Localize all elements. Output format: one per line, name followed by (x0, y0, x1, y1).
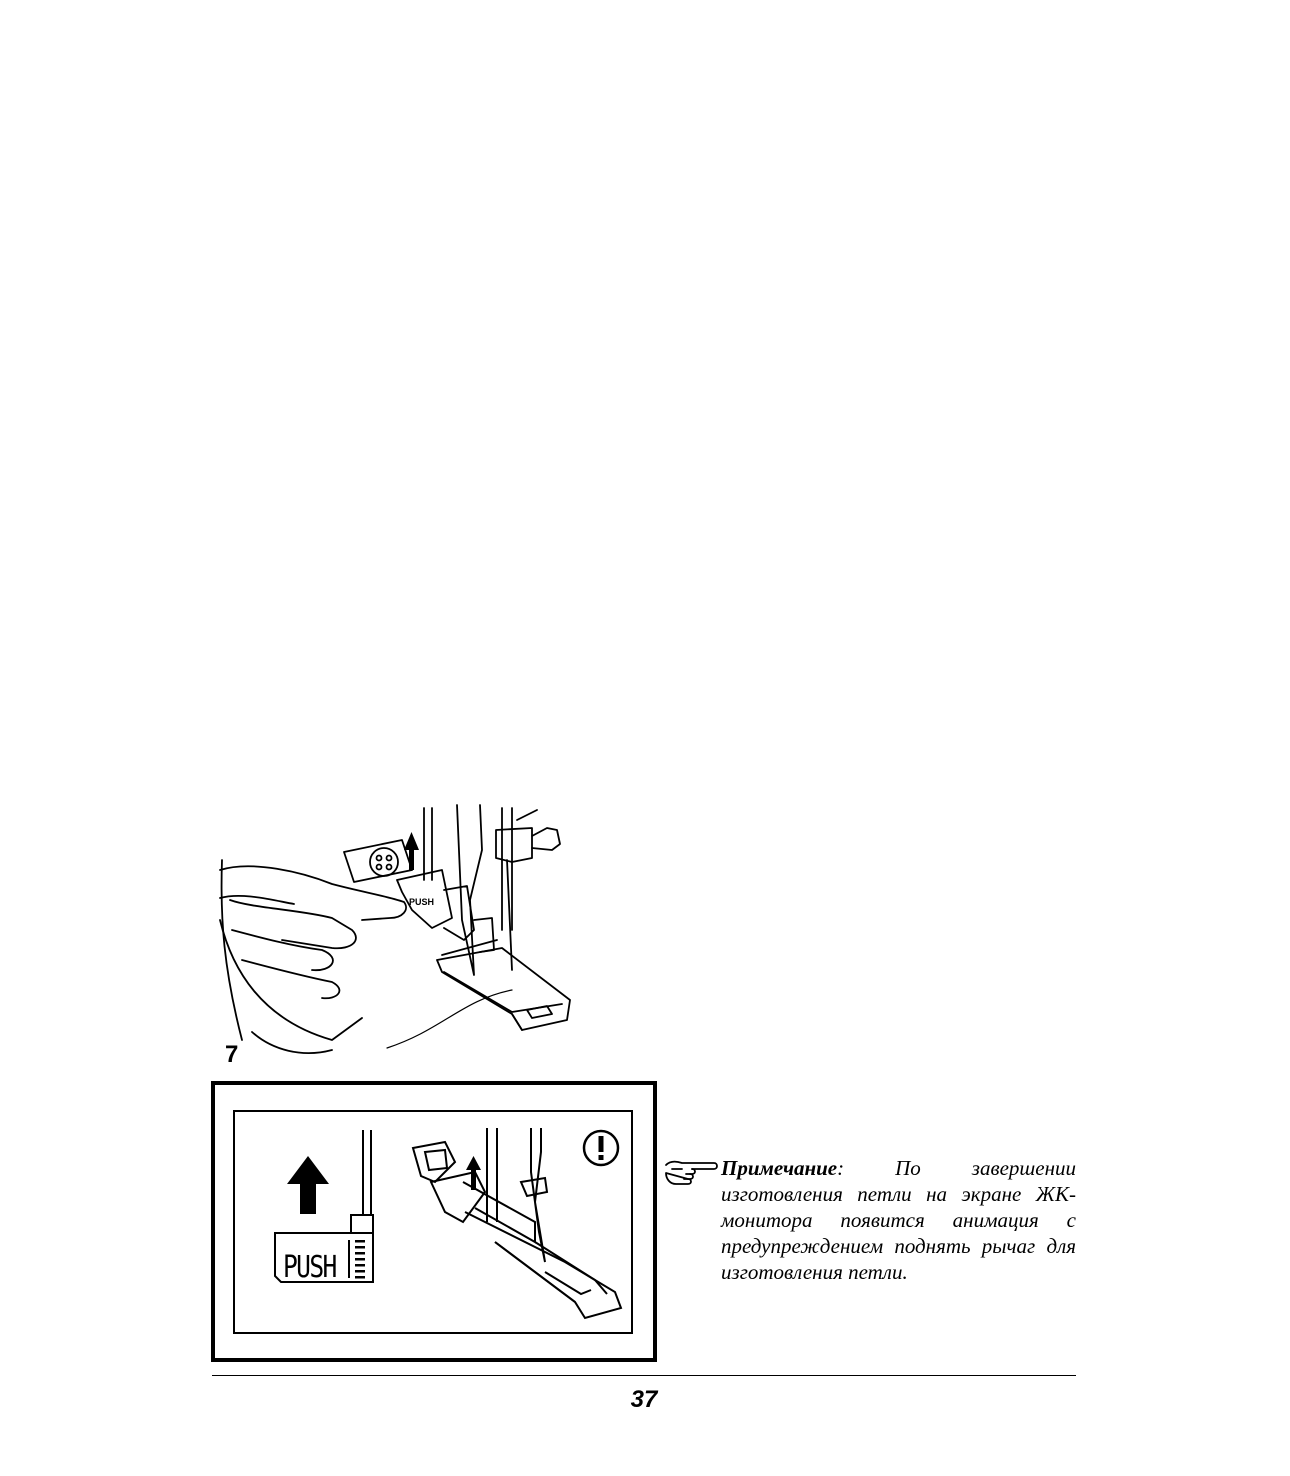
note-text (721, 1155, 1076, 1285)
exclamation-icon (584, 1131, 618, 1165)
footer-rule (212, 1375, 1076, 1376)
lcd-screen (233, 1110, 633, 1334)
lever-push-text: PUSH (409, 897, 435, 907)
buttonhole-lever-illustration (212, 800, 592, 1075)
note (664, 1155, 1076, 1285)
up-arrow-icon (287, 1156, 329, 1214)
note-colon: : (837, 1156, 845, 1180)
lcd-push-text: PUSH (283, 1250, 336, 1285)
page-number: 37 (630, 1386, 658, 1413)
pointing-hand-icon (664, 1157, 718, 1187)
note-label: Примечание (721, 1156, 838, 1180)
step-number: 7 (225, 1041, 239, 1068)
note-body: По завершении изготовления петли на экране ЖК-монитора появится анимация с предупреждением поднять рычаг для изготовления петли. (721, 1156, 1076, 1284)
